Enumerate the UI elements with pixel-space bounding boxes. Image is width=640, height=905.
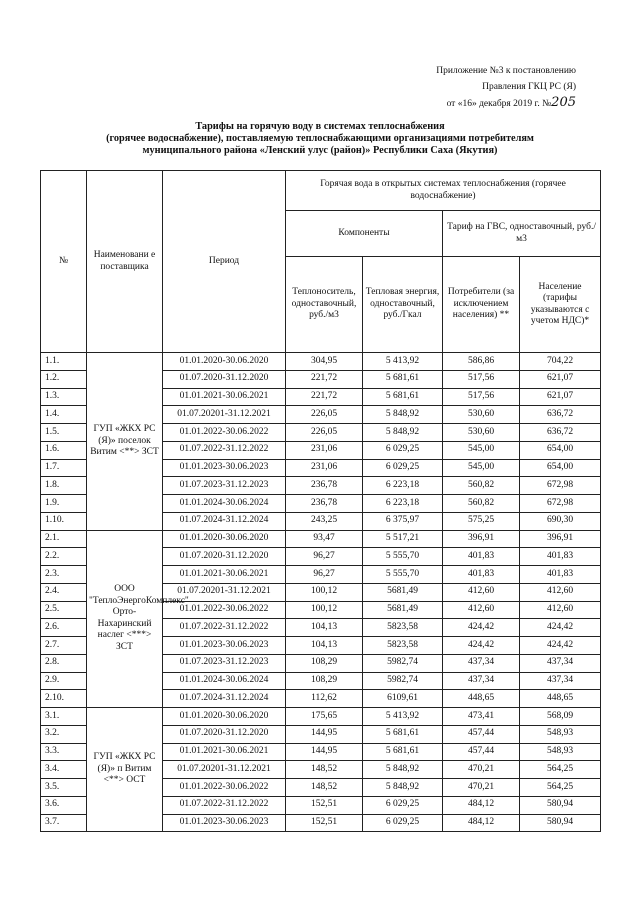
col-population: Население (тарифы указываются с учетом НДС)* — [520, 257, 601, 353]
cell-consumers: 545,00 — [443, 459, 520, 477]
cell-energy: 5 681,61 — [363, 743, 443, 761]
cell-population: 636,72 — [520, 406, 601, 424]
cell-consumers: 437,34 — [443, 672, 520, 690]
cell-period: 01.07.2024-31.12.2024 — [163, 512, 286, 530]
cell-period: 01.07.20201-31.12.2021 — [163, 406, 286, 424]
cell-num: 2.3. — [41, 566, 87, 584]
cell-num: 2.7. — [41, 637, 87, 655]
cell-num: 1.7. — [41, 459, 87, 477]
cell-carrier: 226,05 — [286, 424, 363, 442]
cell-num: 2.4. — [41, 583, 87, 601]
cell-supplier: ООО "ТеплоЭнергоКомплекс" Орто-Нахаринский наслег <***> ЗСТ — [87, 530, 163, 708]
cell-consumers: 470,21 — [443, 761, 520, 779]
cell-carrier: 231,06 — [286, 441, 363, 459]
cell-consumers: 457,44 — [443, 743, 520, 761]
cell-period: 01.07.2024-31.12.2024 — [163, 690, 286, 708]
cell-population: 621,07 — [520, 388, 601, 406]
cell-carrier: 100,12 — [286, 583, 363, 601]
document-title — [40, 121, 600, 157]
cell-period: 01.07.2022-31.12.2022 — [163, 796, 286, 814]
cell-population: 396,91 — [520, 530, 601, 548]
cell-period: 01.07.2020-31.12.2020 — [163, 725, 286, 743]
cell-num: 2.2. — [41, 548, 87, 566]
cell-period: 01.07.2023-31.12.2023 — [163, 654, 286, 672]
cell-energy: 5 681,61 — [363, 370, 443, 388]
cell-carrier: 175,65 — [286, 708, 363, 726]
cell-population: 437,34 — [520, 672, 601, 690]
cell-consumers: 530,60 — [443, 406, 520, 424]
cell-consumers: 575,25 — [443, 512, 520, 530]
table-row — [41, 708, 601, 726]
col-num: № — [41, 171, 87, 353]
cell-consumers: 484,12 — [443, 796, 520, 814]
title-line-1: Тарифы на горячую воду в системах теплоснабжения — [195, 121, 445, 132]
cell-carrier: 148,52 — [286, 761, 363, 779]
cell-population: 564,25 — [520, 779, 601, 797]
cell-carrier: 108,29 — [286, 672, 363, 690]
cell-num: 3.1. — [41, 708, 87, 726]
cell-num: 1.6. — [41, 441, 87, 459]
handwritten-number: 205 — [551, 95, 576, 110]
cell-num: 2.10. — [41, 690, 87, 708]
cell-energy: 5 413,92 — [363, 353, 443, 371]
document-header — [316, 64, 576, 113]
cell-population: 704,22 — [520, 353, 601, 371]
cell-energy: 6 223,18 — [363, 495, 443, 513]
title-line-2: (горячее водоснабжение), поставляемую теплоснабжающими организациями потребителям — [106, 133, 534, 144]
cell-carrier: 108,29 — [286, 654, 363, 672]
cell-population: 568,09 — [520, 708, 601, 726]
cell-carrier: 236,78 — [286, 477, 363, 495]
cell-population: 548,93 — [520, 743, 601, 761]
cell-population: 672,98 — [520, 477, 601, 495]
cell-carrier: 304,95 — [286, 353, 363, 371]
title-line-3: муниципального района «Ленский улус (район)» Республики Саха (Якутия) — [142, 145, 498, 156]
cell-population: 401,83 — [520, 548, 601, 566]
cell-num: 1.4. — [41, 406, 87, 424]
cell-carrier: 144,95 — [286, 743, 363, 761]
cell-population: 654,00 — [520, 441, 601, 459]
cell-population: 636,72 — [520, 424, 601, 442]
cell-carrier: 93,47 — [286, 530, 363, 548]
cell-energy: 5982,74 — [363, 654, 443, 672]
col-carrier: Теплоноситель, одноставочный, руб./м3 — [286, 257, 363, 353]
cell-population: 412,60 — [520, 583, 601, 601]
cell-energy: 5823,58 — [363, 619, 443, 637]
cell-energy: 5 848,92 — [363, 779, 443, 797]
cell-population: 621,07 — [520, 370, 601, 388]
cell-period: 01.07.2022-31.12.2022 — [163, 619, 286, 637]
cell-energy: 6 029,25 — [363, 814, 443, 832]
cell-carrier: 243,25 — [286, 512, 363, 530]
cell-carrier: 236,78 — [286, 495, 363, 513]
cell-num: 1.10. — [41, 512, 87, 530]
cell-energy: 5 517,21 — [363, 530, 443, 548]
cell-carrier: 226,05 — [286, 406, 363, 424]
cell-consumers: 401,83 — [443, 566, 520, 584]
cell-consumers: 517,56 — [443, 388, 520, 406]
cell-consumers: 517,56 — [443, 370, 520, 388]
cell-consumers: 424,42 — [443, 637, 520, 655]
cell-consumers: 396,91 — [443, 530, 520, 548]
cell-num: 1.1. — [41, 353, 87, 371]
cell-population: 437,34 — [520, 654, 601, 672]
cell-carrier: 152,51 — [286, 814, 363, 832]
cell-period: 01.07.20201-31.12.2021 — [163, 761, 286, 779]
cell-consumers: 424,42 — [443, 619, 520, 637]
cell-period: 01.01.2024-30.06.2024 — [163, 672, 286, 690]
cell-carrier: 221,72 — [286, 388, 363, 406]
cell-period: 01.01.2021-30.06.2021 — [163, 566, 286, 584]
cell-consumers: 484,12 — [443, 814, 520, 832]
cell-num: 1.9. — [41, 495, 87, 513]
cell-population: 564,25 — [520, 761, 601, 779]
cell-energy: 5 413,92 — [363, 708, 443, 726]
cell-energy: 5823,58 — [363, 637, 443, 655]
cell-num: 3.5. — [41, 779, 87, 797]
cell-num: 2.6. — [41, 619, 87, 637]
cell-energy: 5 848,92 — [363, 424, 443, 442]
cell-energy: 6109,61 — [363, 690, 443, 708]
cell-population: 580,94 — [520, 814, 601, 832]
cell-num: 2.5. — [41, 601, 87, 619]
col-components: Компоненты — [286, 211, 443, 257]
cell-energy: 6 029,25 — [363, 459, 443, 477]
cell-energy: 6 029,25 — [363, 441, 443, 459]
cell-population: 448,65 — [520, 690, 601, 708]
cell-period: 01.01.2023-30.06.2023 — [163, 814, 286, 832]
table-body — [41, 353, 601, 832]
cell-population: 424,42 — [520, 619, 601, 637]
cell-supplier: ГУП «ЖКХ РС (Я)» п Витим <**> ОСТ — [87, 708, 163, 832]
cell-consumers: 401,83 — [443, 548, 520, 566]
cell-consumers: 530,60 — [443, 424, 520, 442]
cell-population: 401,83 — [520, 566, 601, 584]
cell-num: 2.1. — [41, 530, 87, 548]
cell-energy: 5681,49 — [363, 583, 443, 601]
col-tariff: Тариф на ГВС, одноставочный, руб./м3 — [443, 211, 601, 257]
cell-consumers: 586,86 — [443, 353, 520, 371]
cell-period: 01.01.2022-30.06.2022 — [163, 424, 286, 442]
cell-period: 01.07.2020-31.12.2020 — [163, 370, 286, 388]
cell-carrier: 148,52 — [286, 779, 363, 797]
cell-period: 01.01.2023-30.06.2023 — [163, 637, 286, 655]
cell-period: 01.01.2020-30.06.2020 — [163, 353, 286, 371]
cell-period: 01.01.2022-30.06.2022 — [163, 601, 286, 619]
cell-energy: 5 848,92 — [363, 406, 443, 424]
cell-period: 01.01.2022-30.06.2022 — [163, 779, 286, 797]
col-group: Горячая вода в открытых системах теплоснабжения (горячее водоснабжение) — [286, 171, 601, 211]
cell-energy: 5681,49 — [363, 601, 443, 619]
cell-period: 01.07.20201-31.12.2021 — [163, 583, 286, 601]
cell-energy: 5 555,70 — [363, 566, 443, 584]
cell-carrier: 104,13 — [286, 619, 363, 637]
col-period: Период — [163, 171, 286, 353]
header-line-1: Приложение №3 к постановлению — [436, 66, 576, 76]
cell-population: 548,93 — [520, 725, 601, 743]
cell-consumers: 448,65 — [443, 690, 520, 708]
cell-population: 690,30 — [520, 512, 601, 530]
cell-carrier: 144,95 — [286, 725, 363, 743]
cell-num: 2.8. — [41, 654, 87, 672]
cell-population: 412,60 — [520, 601, 601, 619]
cell-num: 3.3. — [41, 743, 87, 761]
cell-num: 2.9. — [41, 672, 87, 690]
cell-period: 01.01.2024-30.06.2024 — [163, 495, 286, 513]
cell-num: 1.5. — [41, 424, 87, 442]
cell-consumers: 560,82 — [443, 477, 520, 495]
header-line-3 — [316, 95, 576, 113]
tariff-table — [40, 170, 601, 832]
cell-energy: 5 848,92 — [363, 761, 443, 779]
cell-energy: 6 029,25 — [363, 796, 443, 814]
table-header — [41, 171, 601, 353]
cell-supplier: ГУП «ЖКХ РС (Я)» поселок Витим <**> ЗСТ — [87, 353, 163, 531]
cell-num: 1.8. — [41, 477, 87, 495]
cell-num: 3.4. — [41, 761, 87, 779]
cell-consumers: 470,21 — [443, 779, 520, 797]
col-consumers: Потребители (за исключением населения) ** — [443, 257, 520, 353]
header-date: от «16» декабря 2019 г. № — [446, 99, 552, 109]
cell-population: 654,00 — [520, 459, 601, 477]
cell-consumers: 545,00 — [443, 441, 520, 459]
cell-carrier: 96,27 — [286, 548, 363, 566]
cell-carrier: 231,06 — [286, 459, 363, 477]
cell-population: 580,94 — [520, 796, 601, 814]
cell-energy: 5 555,70 — [363, 548, 443, 566]
table-row — [41, 353, 601, 371]
cell-carrier: 112,62 — [286, 690, 363, 708]
cell-consumers: 437,34 — [443, 654, 520, 672]
cell-energy: 6 223,18 — [363, 477, 443, 495]
cell-carrier: 221,72 — [286, 370, 363, 388]
cell-carrier: 152,51 — [286, 796, 363, 814]
cell-energy: 5 681,61 — [363, 388, 443, 406]
cell-period: 01.07.2023-31.12.2023 — [163, 477, 286, 495]
cell-consumers: 457,44 — [443, 725, 520, 743]
cell-population: 672,98 — [520, 495, 601, 513]
cell-consumers: 473,41 — [443, 708, 520, 726]
cell-num: 3.6. — [41, 796, 87, 814]
cell-energy: 6 375,97 — [363, 512, 443, 530]
cell-period: 01.01.2021-30.06.2021 — [163, 743, 286, 761]
cell-period: 01.01.2020-30.06.2020 — [163, 530, 286, 548]
cell-population: 424,42 — [520, 637, 601, 655]
cell-energy: 5982,74 — [363, 672, 443, 690]
cell-period: 01.01.2021-30.06.2021 — [163, 388, 286, 406]
cell-period: 01.07.2020-31.12.2020 — [163, 548, 286, 566]
cell-carrier: 96,27 — [286, 566, 363, 584]
cell-carrier: 104,13 — [286, 637, 363, 655]
table-row — [41, 530, 601, 548]
header-line-2: Правления ГКЦ РС (Я) — [482, 81, 576, 92]
cell-period: 01.01.2020-30.06.2020 — [163, 708, 286, 726]
col-energy: Тепловая энергия, одноставочный, руб./Гкал — [363, 257, 443, 353]
cell-consumers: 560,82 — [443, 495, 520, 513]
cell-consumers: 412,60 — [443, 583, 520, 601]
cell-energy: 5 681,61 — [363, 725, 443, 743]
cell-period: 01.07.2022-31.12.2022 — [163, 441, 286, 459]
cell-carrier: 100,12 — [286, 601, 363, 619]
cell-num: 3.7. — [41, 814, 87, 832]
cell-num: 1.2. — [41, 370, 87, 388]
cell-num: 1.3. — [41, 388, 87, 406]
cell-consumers: 412,60 — [443, 601, 520, 619]
cell-num: 3.2. — [41, 725, 87, 743]
cell-period: 01.01.2023-30.06.2023 — [163, 459, 286, 477]
col-supplier: Наименовани е поставщика — [87, 171, 163, 353]
